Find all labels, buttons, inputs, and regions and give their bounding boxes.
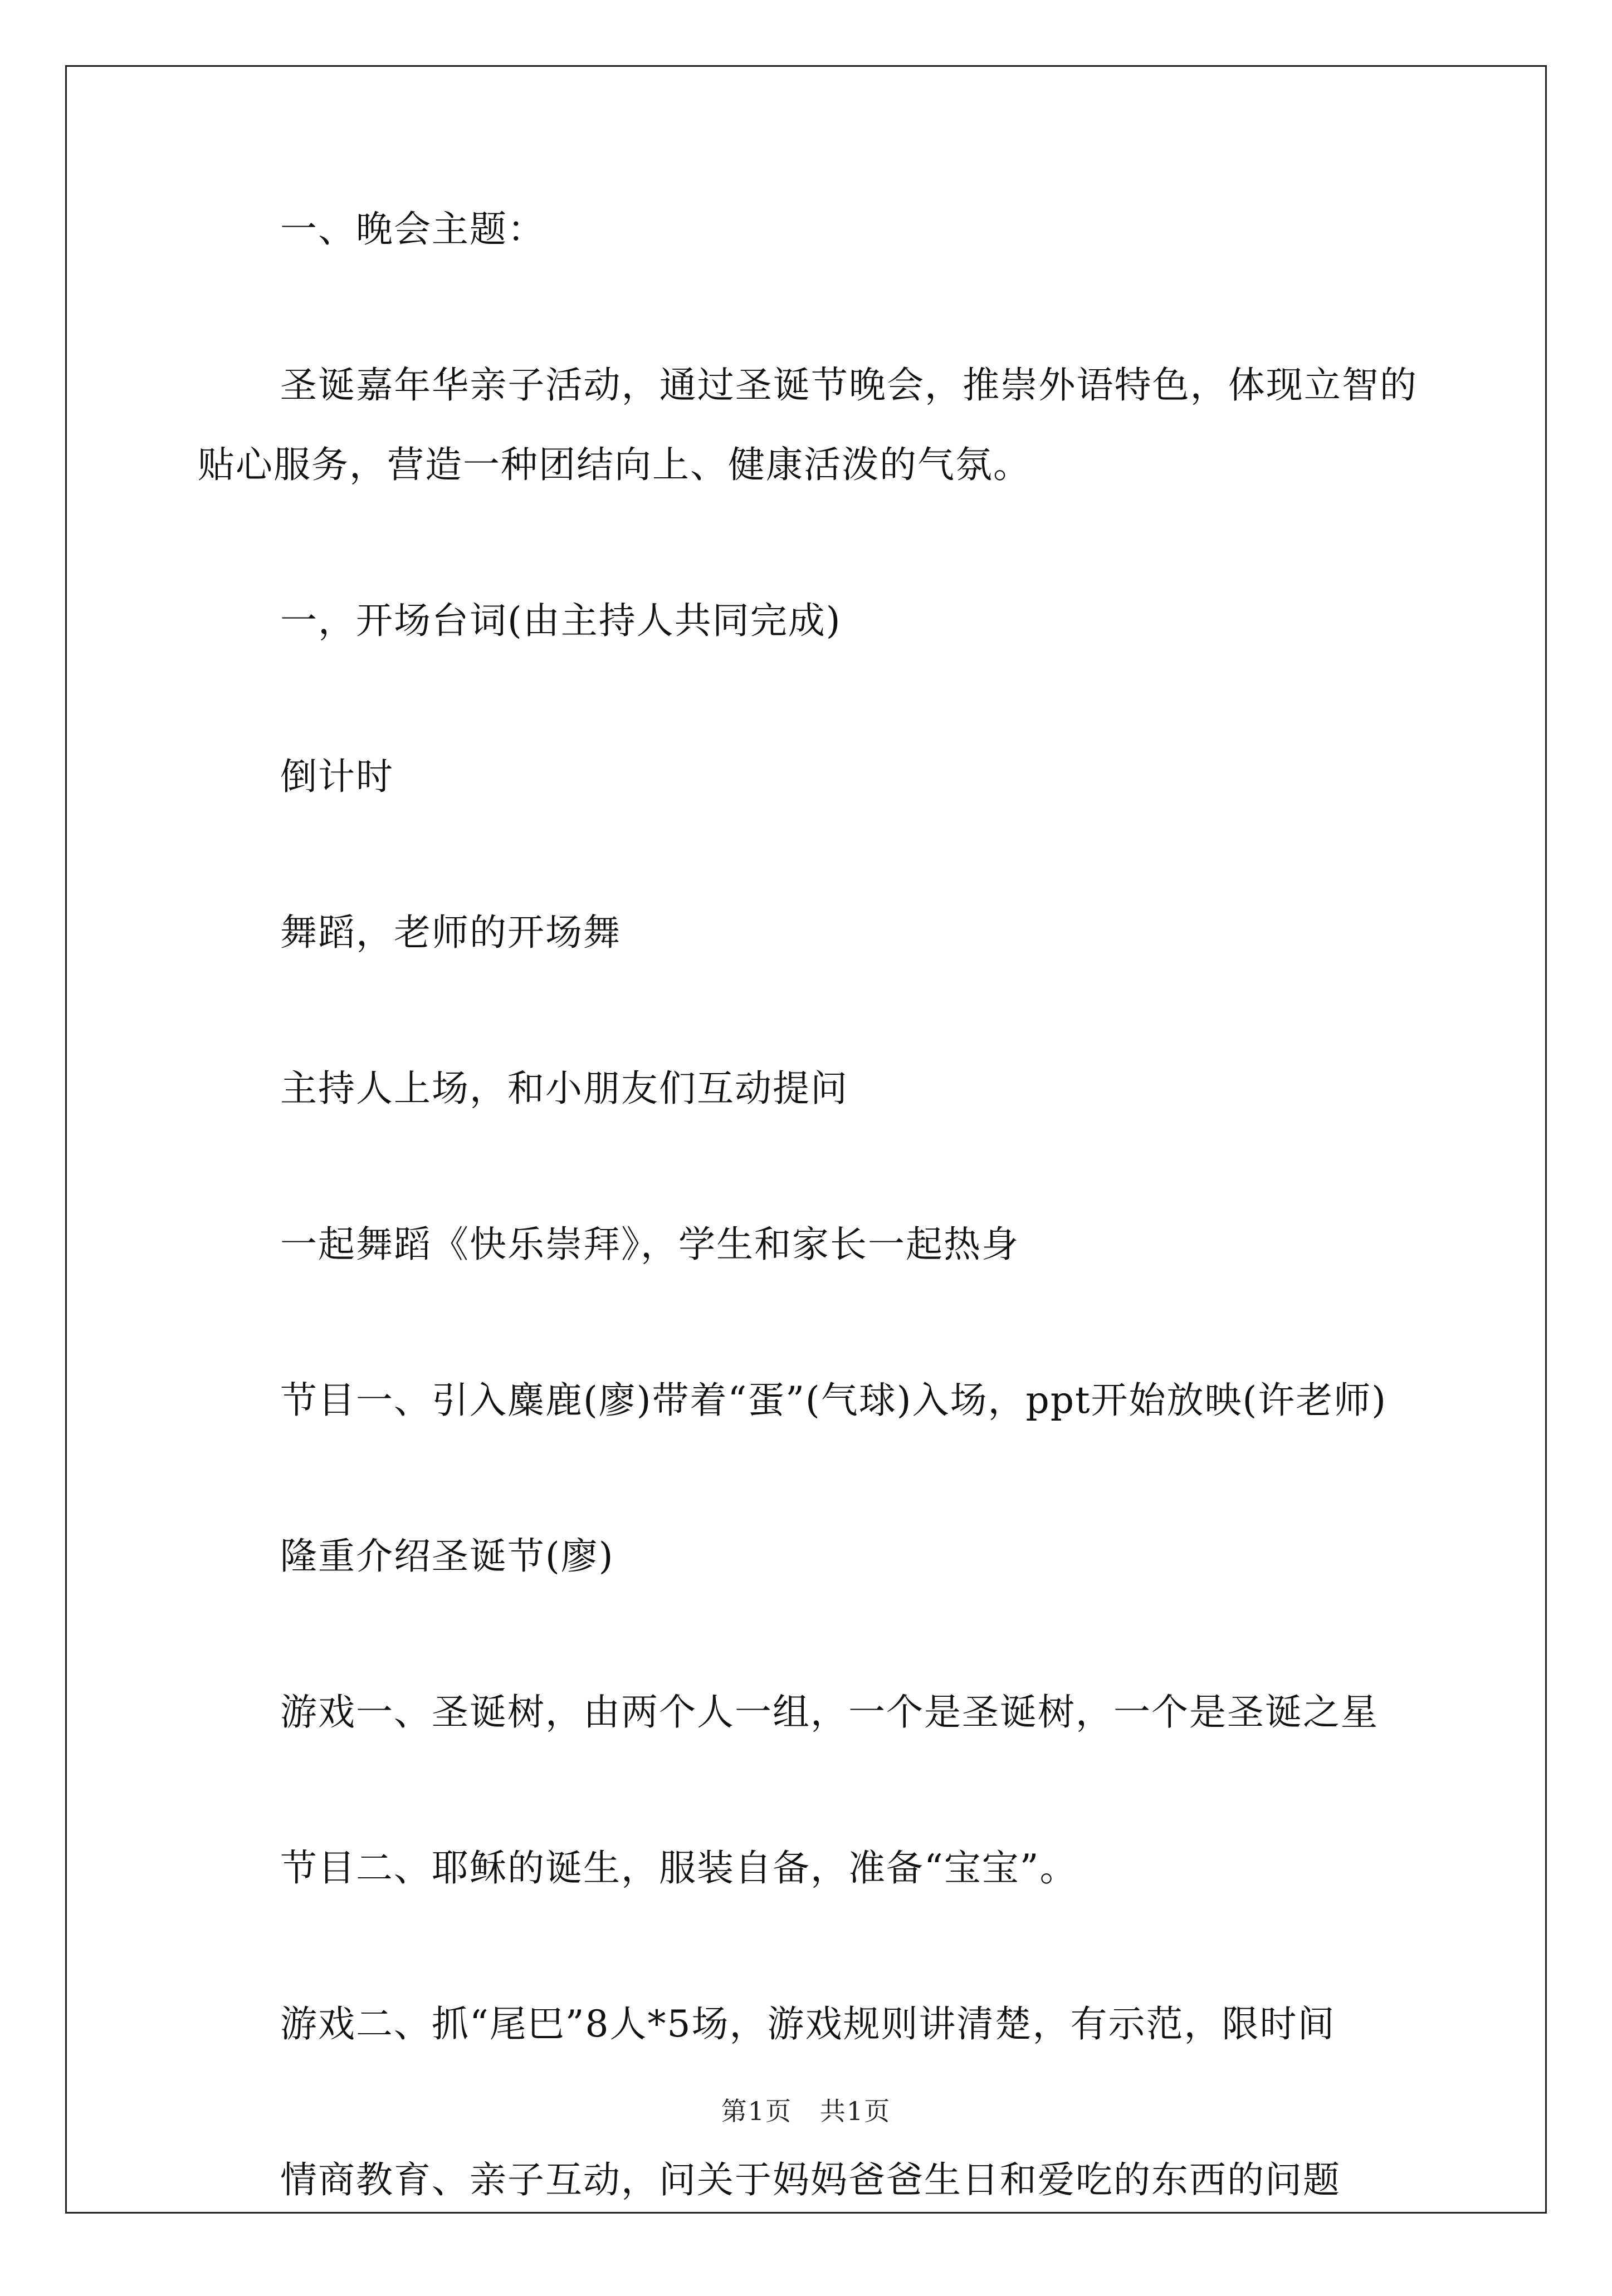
heading-opening: 一，开场台词(由主持人共同完成) — [280, 599, 842, 642]
page-number-label: 第1页 共1页 — [721, 2096, 891, 2126]
item-game-one: 游戏一、圣诞树，由两个人一组，一个是圣诞树，一个是圣诞之星 — [280, 1691, 1379, 1734]
item-host-entrance: 主持人上场，和小朋友们互动提问 — [280, 1067, 848, 1110]
item-program-two: 节目二、耶稣的诞生，服装自备，准备“宝宝”。 — [280, 1847, 1078, 1889]
heading-theme: 一、晚会主题： — [280, 208, 545, 251]
paragraph-theme-description: 圣诞嘉年华亲子活动，通过圣诞节晚会，推崇外语特色，体现立智的贴心服务，营造一种团结向上、健康活泼的气氛。 — [198, 364, 1418, 486]
item-opening-dance: 舞蹈，老师的开场舞 — [280, 911, 621, 954]
item-group-dance: 一起舞蹈《快乐崇拜》，学生和家长一起热身 — [280, 1223, 1019, 1266]
item-program-one: 节目一、引入麋鹿(廖)带着“蛋”(气球)入场，ppt开始放映(许老师) — [280, 1379, 1387, 1422]
item-countdown: 倒计时 — [280, 755, 394, 798]
document-body — [198, 189, 1418, 2296]
item-introduce-christmas: 隆重介绍圣诞节(廖) — [280, 1535, 614, 1578]
page-footer — [0, 2091, 1612, 2128]
item-eq-education: 情商教育、亲子互动，问关于妈妈爸爸生日和爱吃的东西的问题 — [280, 2158, 1341, 2201]
item-game-two: 游戏二、抓“尾巴”8人*5场，游戏规则讲清楚，有示范，限时间 — [280, 2003, 1336, 2045]
